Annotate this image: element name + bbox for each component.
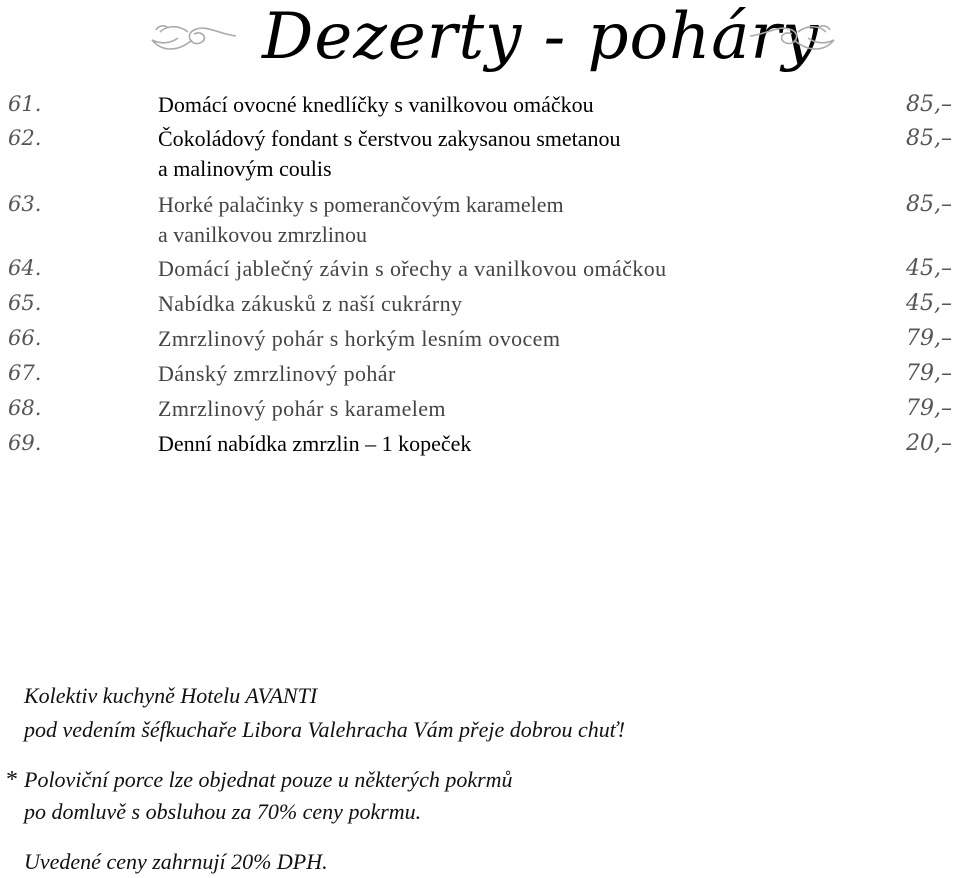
- item-name: Dánský zmrzlinový pohár: [158, 361, 396, 386]
- item-name: Domácí jablečný závin s ořechy a vanilkovou omáčkou: [158, 256, 667, 281]
- item-name: Domácí ovocné knedlíčky s vanilkovou omáčkou: [158, 92, 594, 117]
- page-title: Dezerty - poháry: [262, 0, 820, 74]
- item-name: Nabídka zákusků z naší cukrárny: [158, 291, 463, 316]
- item-number: 66.: [8, 326, 42, 350]
- item-name: Zmrzlinový pohár s horkým lesním ovocem: [158, 326, 561, 351]
- chef-greeting-line: pod vedením šéfkuchaře Libora Valehracha Vám přeje dobrou chuť!: [24, 717, 626, 742]
- item-price: 79,–: [906, 396, 952, 421]
- item-number: 63.: [8, 192, 42, 216]
- item-price: 85,–: [906, 126, 952, 151]
- item-price: 79,–: [906, 361, 952, 386]
- item-name-continued: a vanilkovou zmrzlinou: [158, 222, 367, 247]
- item-number: 62.: [8, 126, 42, 150]
- item-price: 45,–: [906, 291, 952, 316]
- title-row: [0, 0, 960, 80]
- item-number: 69.: [8, 431, 42, 455]
- item-number: 61.: [8, 92, 42, 116]
- item-price: 79,–: [906, 326, 952, 351]
- item-name: Denní nabídka zmrzlin – 1 kopeček: [158, 431, 472, 456]
- item-number: 68.: [8, 396, 42, 420]
- item-price: 45,–: [906, 256, 952, 281]
- half-portion-note-continued: po domluvě s obsluhou za 70% ceny pokrmu.: [24, 799, 422, 824]
- item-name: Horké palačinky s pomerančovým karamelem: [158, 192, 564, 217]
- item-price: 85,–: [906, 192, 952, 217]
- flourish-ornament-icon: [148, 22, 238, 56]
- item-name: Čokoládový fondant s čerstvou zakysanou smetanou: [158, 126, 621, 151]
- item-name: Zmrzlinový pohár s karamelem: [158, 396, 446, 421]
- asterisk-marker: *: [6, 767, 18, 793]
- item-price: 85,–: [906, 92, 952, 117]
- half-portion-note: Poloviční porce lze objednat pouze u některých pokrmů: [24, 767, 513, 792]
- item-number: 65.: [8, 291, 42, 315]
- item-name-continued: a malinovým coulis: [158, 156, 332, 181]
- item-number: 67.: [8, 361, 42, 385]
- kitchen-team-line: Kolektiv kuchyně Hotelu AVANTI: [24, 683, 318, 708]
- flourish-ornament-icon: [748, 22, 838, 56]
- item-price: 20,–: [906, 431, 952, 456]
- item-number: 64.: [8, 256, 42, 280]
- vat-note: Uvedené ceny zahrnují 20% DPH.: [24, 849, 328, 874]
